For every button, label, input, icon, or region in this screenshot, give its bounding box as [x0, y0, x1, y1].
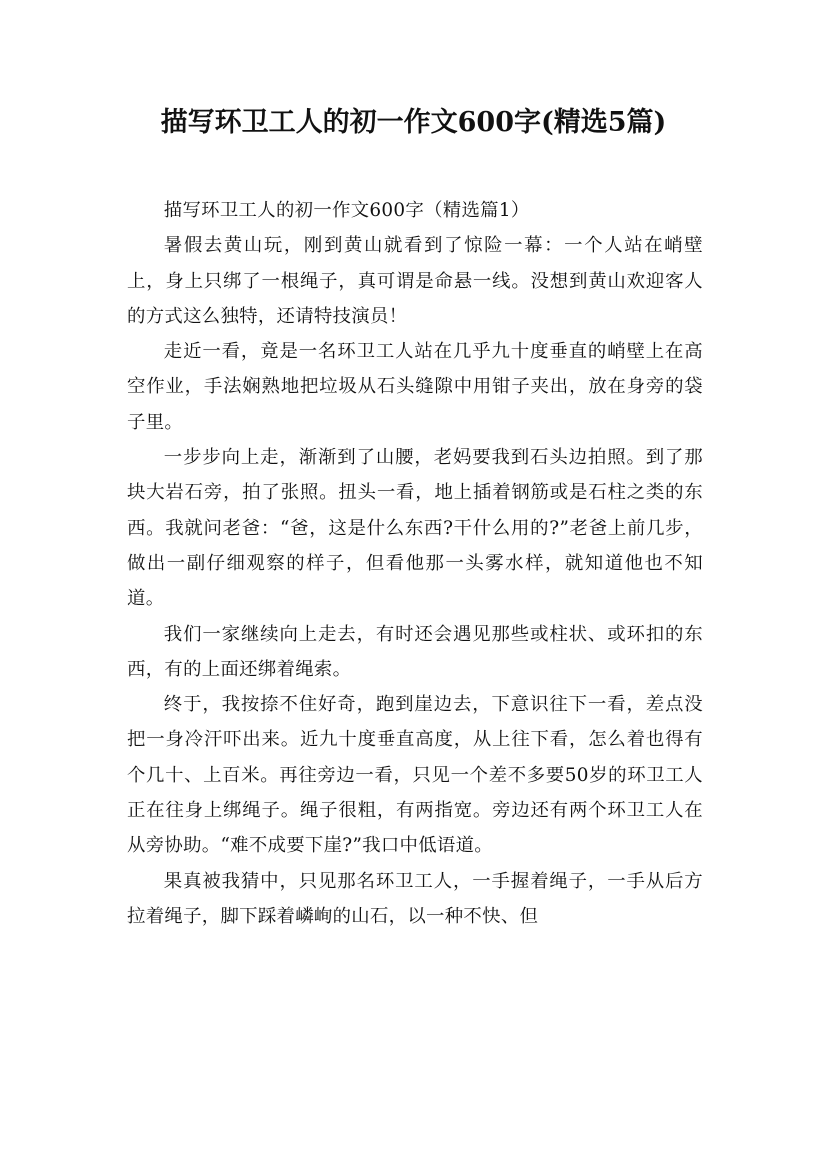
- paragraph-6: 果真被我猜中，只见那名环卫工人，一手握着绳子，一手从后方拉着绳子，脚下踩着嶙峋的山石，以一种不快、但: [127, 870, 703, 927]
- document-body: [127, 193, 703, 934]
- paragraph-1: 暑假去黄山玩，刚到黄山就看到了惊险一幕：一个人站在峭壁上，身上只绑了一根绳子，真可谓是命悬一线。没想到黄山欢迎客人的方式这么独特，还请特技演员！: [127, 235, 703, 327]
- section-heading: 描写环卫工人的初一作文600字（精选篇1）: [163, 200, 530, 221]
- paragraph-5: 终于，我按捺不住好奇，跑到崖边去，下意识往下一看，差点没把一身冷汗吓出来。近九十度垂直高度，从上往下看，怎么着也得有个几十、上百米。再往旁边一看，只见一个差不多要50岁的环卫工人正在往身上绑绳子。绳子很粗，有两指宽。旁边还有两个环卫工人在从旁协助。“难不成要下崖?”我口中低语道。: [127, 694, 703, 857]
- paragraph-2: 走近一看，竟是一名环卫工人站在几乎九十度垂直的峭壁上在高空作业，手法娴熟地把垃圾从石头缝隙中用钳子夹出，放在身旁的袋子里。: [127, 341, 703, 433]
- paragraph-4: 我们一家继续向上走去，有时还会遇见那些或柱状、或环扣的东西，有的上面还绑着绳索。: [127, 623, 703, 680]
- document-title: 描写环卫工人的初一作文600字(精选5篇): [160, 107, 667, 138]
- paragraph-3: 一步步向上走，渐渐到了山腰，老妈要我到石头边拍照。到了那块大岩石旁，拍了张照。扭头一看，地上插着钢筋或是石柱之类的东西。我就问老爸：“爸，这是什么东西?干什么用的?”老爸上前几步，做出一副仔细观察的样子，但看他那一头雾水样，就知道他也不知道。: [127, 447, 703, 610]
